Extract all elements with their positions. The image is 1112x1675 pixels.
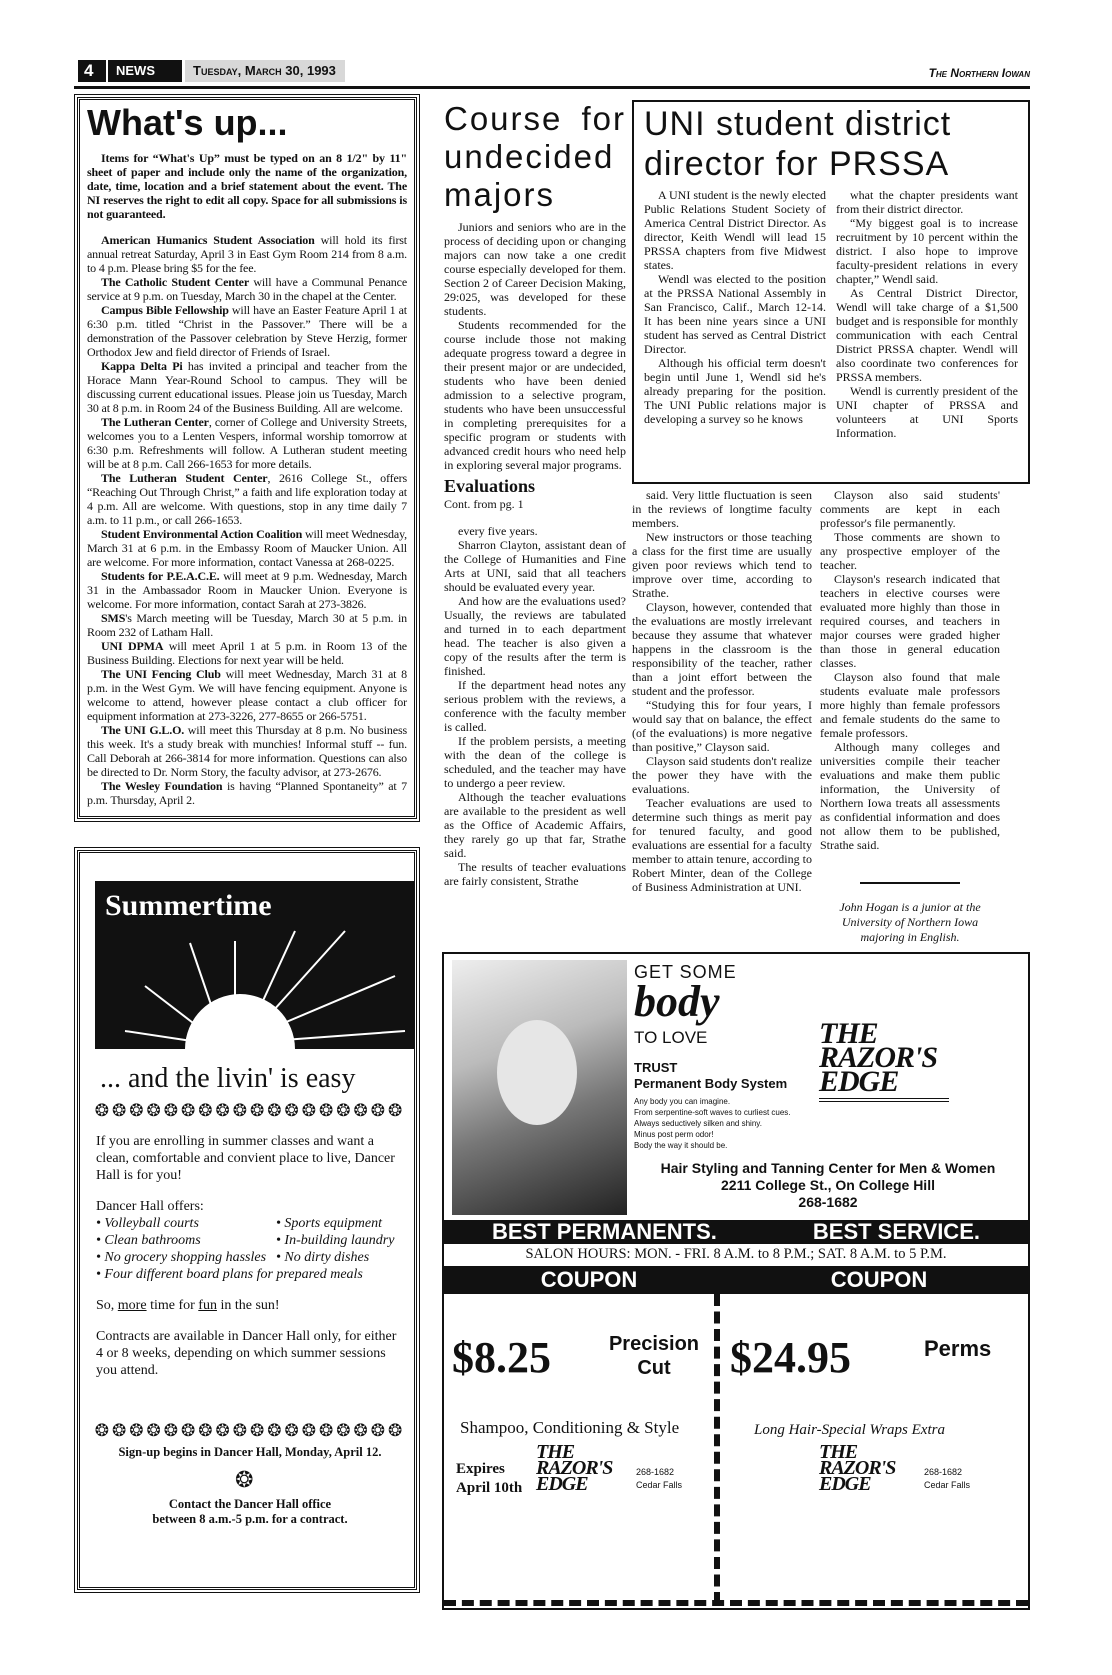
paragraph: A UNI student is the newly elected Public Relations Student Society of America Central District Director. As director, Keith Wendl will lead 15 PRSSA chapters from five Midwest states.	[644, 188, 826, 272]
prssa-col2	[836, 188, 1018, 440]
flower-divider-icon: ❂❂❂❂❂❂❂❂❂❂❂❂❂❂❂❂❂❂	[94, 1421, 406, 1440]
paragraph: Wendl is currently president of the UNI chapter of PRSSA and volunteers at UNI Sports Information.	[836, 384, 1018, 440]
evaluations-col1	[444, 524, 626, 888]
organization-name: UNI DPMA	[101, 639, 164, 653]
jump-line: Cont. from pg. 1	[444, 497, 524, 511]
summertime-banner	[95, 881, 415, 1049]
get-some: GET SOME	[634, 962, 737, 982]
paragraph: what the chapter presidents want from their district director.	[836, 188, 1018, 216]
whats-up-list	[87, 233, 407, 807]
paragraph: Clayson said students don't realize the power they have with the evaluations.	[632, 754, 812, 796]
coupon-service: Precision Cut	[608, 1333, 700, 1379]
fine-print	[634, 1096, 791, 1151]
whats-up-title: What's up...	[87, 102, 288, 143]
paragraph: said. Very little fluctuation is seen in the reviews of longtime faculty members.	[632, 488, 812, 530]
text: Cedar Falls	[924, 1480, 971, 1490]
paragraph: Sharron Clayton, assistant dean of the College of Humanities and Fine Arts at UNI, said that all teachers should be evaluated every year.	[444, 538, 626, 594]
organization-name: Campus Bible Fellowship	[101, 303, 229, 317]
salon-address: 2211 College St., On College Hill	[721, 1177, 935, 1193]
model-photo	[452, 960, 627, 1215]
event-details: will meet at 9 p.m. Wednesday, March 31 in the Ambassador Room in Maucker Union. Everyone is welcome. For more information, contact Sarah at 273-3826.	[87, 569, 407, 611]
paragraph: Students recommended for the course include those not making adequate progress toward a degree in their present major or are undecided, students who have been denied admission to a selective program, students who have been unsuccessful in completing prerequisites for a specific program or students with advanced credit hours who need help in exploring several major programs.	[444, 318, 626, 472]
paragraph: Clayson also said students' comments are kept in each professor's file permanently.	[820, 488, 1000, 530]
organization-name: The Wesley Foundation	[101, 779, 223, 793]
paragraph: “My biggest goal is to increase recruitment by 10 percent within the district. I also hope to improve faculty-president relations in every chapter,” Wendl said.	[836, 216, 1018, 286]
event-details: will meet this Thursday at 8 p.m. No business this week. It's a study break with munchies! Informal stuff -- fun. Call Deborah at 266-3814 for more information. Questions can also be directed to Dr. Norm Story, the faculty advisor, at 273-2676.	[87, 723, 407, 779]
coupon-contact	[924, 1466, 970, 1492]
course-headline: Course for undecided majors	[444, 100, 626, 213]
paragraph: If the department head notes any serious problem with the reviews, a conference with the faculty member is called.	[444, 678, 626, 734]
salon-tagline: Hair Styling and Tanning Center for Men & Women	[660, 1160, 996, 1176]
trust-label: TRUST	[634, 1060, 678, 1075]
coupon-price: $24.95	[730, 1333, 851, 1382]
header-rule	[74, 86, 1030, 89]
evaluations-col3	[820, 488, 1000, 852]
offer-item: • No grocery shopping hassles	[96, 1250, 267, 1265]
organization-name: Kappa Delta Pi	[101, 359, 183, 373]
paragraph: Clayson also found that male students evaluate male professors more highly than female professors and female students do the same to female professors.	[820, 670, 1000, 740]
paragraph: Juniors and seniors who are in the process of deciding upon or changing majors can now take a one credit course especially developed for them. Section 2 of Career Decision Making, 29:025, was developed for these students.	[444, 220, 626, 318]
razors-edge-logo: THE RAZOR'S EDGE	[536, 1441, 613, 1495]
paragraph: Although many colleges and universities compile their teacher evaluations and make them public information, the University of Northern Iowa treats all assessments as confidential information and does not allow them to be published, Strathe said.	[820, 740, 1000, 852]
razors-edge-logo: THE RAZOR'S EDGE	[819, 1441, 896, 1495]
event-details: will have a Communal Penance service at 9 p.m. on Tuesday, March 30 in the chapel at the Center.	[87, 275, 407, 303]
text: Always seductively silken and shiny.	[634, 1119, 762, 1128]
event-details: will meet Wednesday, March 31 at 8 p.m. in the West Gym. We will have fencing equipment. Anyone is welcome to attend, however please contact a club officer for equipment information at 273-3226, 277-8655 or 266-5751.	[87, 667, 407, 723]
event-item	[87, 639, 407, 667]
text: 268-1682	[636, 1467, 675, 1477]
razors-edge-logo: THE RAZOR'S EDGE	[819, 1022, 949, 1102]
text: From serpentine-soft waves to curliest cues.	[634, 1108, 791, 1117]
coupon-service: Perms	[924, 1336, 992, 1361]
organization-name: Students for P.E.A.C.E.	[101, 569, 220, 583]
text: So,	[96, 1298, 118, 1313]
text: Cedar Falls	[636, 1480, 683, 1490]
event-details: has invited a principal and teacher from the Horace Mann Year-Round School to campus. They will be discussing current educational issues. Please join us Tuesday, March 30 at 8 p.m. in Room 24 of the Business Building. All are welcome.	[87, 359, 407, 415]
body-word: body	[634, 977, 720, 1026]
to-love: TO LOVE	[634, 1028, 708, 1047]
coupon-note: Shampoo, Conditioning & Style	[460, 1418, 680, 1437]
text: Minus post perm odor!	[634, 1130, 714, 1139]
contact-block	[629, 1160, 1027, 1211]
whats-up-box	[77, 97, 417, 819]
summertime-ad	[77, 850, 417, 1590]
paragraph: Clayson's research indicated that teachers in elective courses were evaluated more highly than those in required courses, and teachers in major courses were graded higher than those in general education classes.	[820, 572, 1000, 670]
paragraph: “Studying this for four years, I would say that on balance, the effect (of the evaluations) is more negative than positive,” Clayson said.	[632, 698, 812, 754]
event-item	[87, 275, 407, 303]
text: more	[117, 1298, 147, 1313]
paragraph: every five years.	[458, 524, 538, 538]
event-details: is having “Planned Spontaneity” at 7 p.m. Thursday, April 2.	[87, 779, 407, 807]
event-details: , corner of College and University Streets, welcomes you to a Lenten Vespers, informal worship tomorrow at 6:30 p.m. Refreshments will follow. A Lutheran student meeting will be at 8 p.m. Call 266-1653 for more details.	[87, 415, 407, 471]
razors-edge-ad	[442, 952, 1030, 1610]
signup-info: Sign-up begins in Dancer Hall, Monday, April 12.	[118, 1445, 382, 1459]
paragraph: New instructors or those teaching a class for the first time are usually given poor reviews which tend to improve over time, according to Strathe.	[632, 530, 812, 600]
event-item	[87, 233, 407, 275]
summer-intro: If you are enrolling in summer classes and want a clean, comfortable and convient place to live, Dancer Hall is for you!	[96, 1134, 395, 1183]
paragraph: Those comments are shown to any prospective employer of the teacher.	[820, 530, 1000, 572]
best-service: BEST SERVICE.	[812, 1219, 980, 1244]
salon-hours: SALON HOURS: MON. - FRI. 8 A.M. to 8 P.M.; SAT. 8 A.M. to 5 P.M.	[525, 1246, 947, 1262]
event-item	[87, 779, 407, 807]
page-number: 4	[78, 60, 106, 82]
event-details: will have an Easter Feature April 1 at 6:30 p.m. titled “Christ in the Passover.” There will be a demonstration of the Passover celebration by Steve Herzig, former Orthodox Jew and field director of Friends of Israel.	[87, 303, 407, 359]
paragraph: If the problem persists, a meeting with the dean of the college is scheduled, and the teacher may have to undergo a peer review.	[444, 734, 626, 790]
event-item	[87, 569, 407, 611]
system-label: Permanent Body System	[634, 1076, 788, 1091]
organization-name: American Humanics Student Association	[101, 233, 315, 247]
event-item	[87, 471, 407, 527]
event-item	[87, 723, 407, 779]
coupon-banner	[444, 1266, 1028, 1294]
coupon-cut-line	[714, 1294, 720, 1604]
organization-name: Student Environmental Action Coalition	[101, 527, 303, 541]
evaluations-headline: Evaluations	[444, 476, 536, 496]
paragraph: Teacher evaluations are used to determine such things as merit pay for tenured faculty, and good evaluations are essential for a faculty member to attain tenure, according to Robert Minter, dean of the College of Business Administration at UNI.	[632, 796, 812, 894]
text: fun	[198, 1298, 217, 1313]
organization-name: The Lutheran Center	[101, 415, 209, 429]
best-permanents: BEST PERMANENTS.	[491, 1219, 717, 1244]
article-end-rule	[860, 882, 960, 884]
salon-phone: 268-1682	[798, 1194, 858, 1210]
coupon-cut-line	[444, 1600, 1028, 1606]
paragraph: The results of teacher evaluations are fairly consistent, Strathe	[444, 860, 626, 888]
organization-name: SMS	[101, 611, 126, 625]
paragraph: Although his official term doesn't begin until June 1, Wendl sid he's already preparing for the position. The UNI Public relations major is developing a survey so he knows	[644, 356, 826, 426]
contact-info: Contact the Dancer Hall office between 8 a.m.-5 p.m. for a contract.	[152, 1497, 348, 1526]
event-item	[87, 527, 407, 569]
event-details: will hold its first annual retreat Saturday, April 3 in East Gym Room 214 from 8 a.m. to 4 p.m. Please bring $5 for the fee.	[87, 233, 407, 275]
contracts-info: Contracts are available in Dancer Hall only, for either 4 or 8 weeks, depending on which summer sessions you attend.	[96, 1329, 397, 1378]
event-item	[87, 303, 407, 359]
event-details: will meet April 1 at 5 p.m. in Room 13 of the Business Building. Elections for next year will be held.	[87, 639, 407, 667]
offer-item: • Volleyball courts	[96, 1216, 199, 1231]
text: time for	[146, 1298, 199, 1313]
text: 268-1682	[924, 1467, 963, 1477]
event-item	[87, 415, 407, 471]
offer-item: • No dirty dishes	[276, 1250, 370, 1265]
offer-item: • Clean bathrooms	[96, 1233, 201, 1248]
offer-item: • In-building laundry	[276, 1233, 395, 1248]
coupon-precision-cut[interactable]	[444, 1294, 714, 1594]
paragraph: Although the teacher evaluations are available to the president as well as the Office of Academic Affairs, they rarely go up that far, Strathe said.	[444, 790, 626, 860]
coupon-perms[interactable]	[724, 1294, 1028, 1594]
summertime-tagline: ... and the livin' is easy	[100, 1063, 356, 1094]
coupon-expires: Expires April 10th	[456, 1461, 523, 1496]
prssa-article	[632, 100, 1030, 484]
coupon-label: COUPON	[540, 1267, 638, 1292]
best-banner	[444, 1220, 1028, 1244]
paragraph: Wendl was elected to the position at the PRSSA National Assembly in San Francisco, Calif., March 12-14. It has been nine years since a UNI student has served as Central District Director.	[644, 272, 826, 356]
text: in the sun!	[216, 1298, 280, 1313]
sunburst-icon	[95, 881, 415, 1049]
issue-date: Tuesday, March 30, 1993	[185, 60, 345, 82]
event-details: , 2616 College St., offers “Reaching Out Through Christ,” a faith and life exploration today at 4 p.m. All are welcome. With questions, stop in any time daily 7 a.m. to 11 p.m., or call 266-1653.	[87, 471, 407, 527]
offer-item: • Sports equipment	[276, 1216, 383, 1231]
evaluations-col2	[632, 488, 812, 894]
whats-up-intro: Items for “What's Up” must be typed on an 8 1/2" by 11" sheet of paper and include only the name of the organization, date, time, location and a brief statement about the event. The NI reserves the right to edit all copy. Space for all submissions is not guaranteed.	[87, 151, 407, 221]
coupon-contact	[636, 1466, 682, 1492]
event-item	[87, 667, 407, 723]
offer-item: • Four different board plans for prepared meals	[96, 1267, 363, 1282]
organization-name: The Catholic Student Center	[101, 275, 250, 289]
section-label: NEWS	[108, 60, 182, 82]
paper-name: The Northern Iowan	[928, 66, 1030, 80]
text: Any body you can imagine.	[634, 1097, 731, 1106]
paragraph: As Central District Director, Wendl will take charge of a $1,500 budget and is responsible for monthly communication with each Central District PRSSA chapter. Wendl will also coordinate two conferences for PRSSA members.	[836, 286, 1018, 384]
organization-name: The UNI Fencing Club	[101, 667, 221, 681]
prssa-headline: UNI student district director for PRSSA	[644, 105, 952, 183]
author-credit: John Hogan is a junior at the University of Northern Iowa majoring in English.	[839, 900, 981, 944]
event-item	[87, 611, 407, 639]
summertime-title: Summertime	[105, 889, 272, 922]
event-details: will meet Wednesday, March 31 at 6 p.m. in the Embassy Room of Maucker Union. All are welcome. For more information, contact Vanessa at 268-0225.	[87, 527, 407, 569]
coupon-note: Long Hair-Special Wraps Extra	[754, 1422, 945, 1438]
paragraph: And how are the evaluations used? Usually, the reviews are tabulated and turned in to each department head. The teacher is also given a copy of the results after the term is finished.	[444, 594, 626, 678]
flower-icon: ❂	[235, 1467, 254, 1492]
coupon-label: COUPON	[830, 1267, 928, 1292]
organization-name: The Lutheran Student Center	[101, 471, 268, 485]
fun-line	[96, 1297, 406, 1314]
coupon-price: $8.25	[452, 1333, 551, 1382]
offers-label: Dancer Hall offers:	[96, 1199, 204, 1214]
paragraph: Clayson, however, contended that the evaluations are mostly irrelevant because they assume that whatever happens in the classroom is the responsibility of the teacher, rather than a joint effort between the student and the professor.	[632, 600, 812, 698]
course-article	[444, 100, 626, 948]
event-item	[87, 359, 407, 415]
text: Body the way it should be.	[634, 1141, 728, 1150]
event-details: 's March meeting will be Tuesday, March 30 at 5 p.m. in Room 232 of Latham Hall.	[87, 611, 407, 639]
prssa-col1	[644, 188, 826, 440]
course-body	[444, 220, 626, 472]
flower-divider-icon: ❂❂❂❂❂❂❂❂❂❂❂❂❂❂❂❂❂❂	[94, 1101, 406, 1120]
organization-name: The UNI G.L.O.	[101, 723, 185, 737]
